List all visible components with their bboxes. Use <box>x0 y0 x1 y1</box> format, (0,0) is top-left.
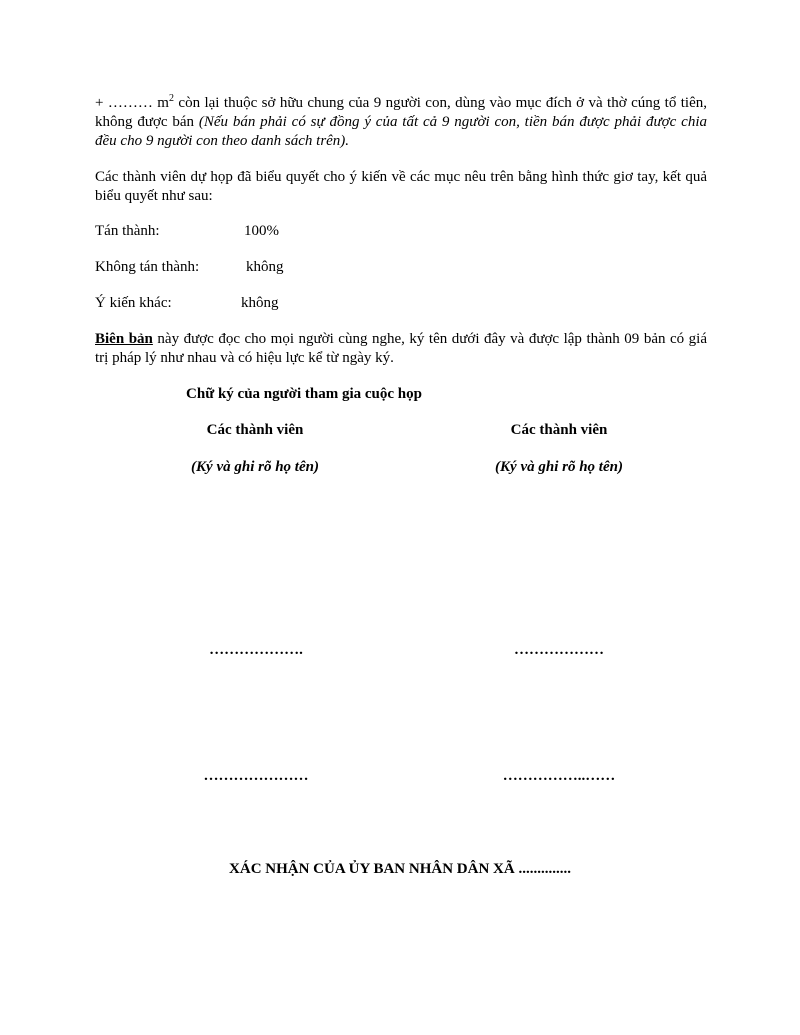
vote-label: Tán thành: <box>95 223 160 239</box>
minutes-emphasis: Biên bản <box>95 331 153 347</box>
right-signature-note: (Ký và ghi rõ họ tên) <box>495 459 623 475</box>
right-signatory-title: Các thành viên <box>510 422 608 438</box>
voting-paragraph: Các thành viên dự họp đã biểu quyết cho ý kiến về các mục nêu trên bằng hình thức giơ tay, kết quả biểu quyết như sau: <box>95 169 707 204</box>
vote-row-disapprove <box>95 258 199 277</box>
vote-value: không <box>246 259 284 275</box>
right-signature-line-1: ……………… <box>514 642 604 658</box>
left-signature-line-2: ………………… <box>203 768 309 784</box>
ownership-paragraph <box>95 94 707 151</box>
left-signature-line-1: ………………. <box>209 642 303 658</box>
signature-heading: Chữ ký của người tham gia cuộc họp <box>186 386 422 402</box>
vote-label: Ý kiến khác: <box>95 295 172 311</box>
vote-value: 100% <box>244 223 279 239</box>
right-signature-line-2: ……………..…… <box>502 768 616 784</box>
commune-confirmation-heading: XÁC NHẬN CỦA ỦY BAN NHÂN DÂN XÃ .............. <box>229 861 571 877</box>
vote-row-approve <box>95 222 160 241</box>
vote-label: Không tán thành: <box>95 259 200 275</box>
ownership-text: còn lại thuộc sở hữu chung của 9 người con, dùng vào mục đích ở và thờ cúng tổ tiên, không được bán <box>95 95 707 130</box>
vote-row-other <box>95 294 172 313</box>
sale-condition-note: (Nếu bán phải có sự đồng ý của tất cả 9 người con, tiền bán được phải được chia đều cho 9 người con theo danh sách trên). <box>95 114 707 149</box>
area-superscript: 2 <box>168 93 174 104</box>
closing-paragraph <box>95 330 707 368</box>
left-signature-note: (Ký và ghi rõ họ tên) <box>191 459 319 475</box>
left-signatory-title: Các thành viên <box>206 422 304 438</box>
closing-text: này được đọc cho mọi người cùng nghe, ký tên dưới đây và được lập thành 09 bản có giá trị pháp lý như nhau và có hiệu lực kể từ ngày ký. <box>95 331 707 366</box>
area-prefix: + ……… m <box>95 95 169 111</box>
vote-value: không <box>241 295 279 311</box>
